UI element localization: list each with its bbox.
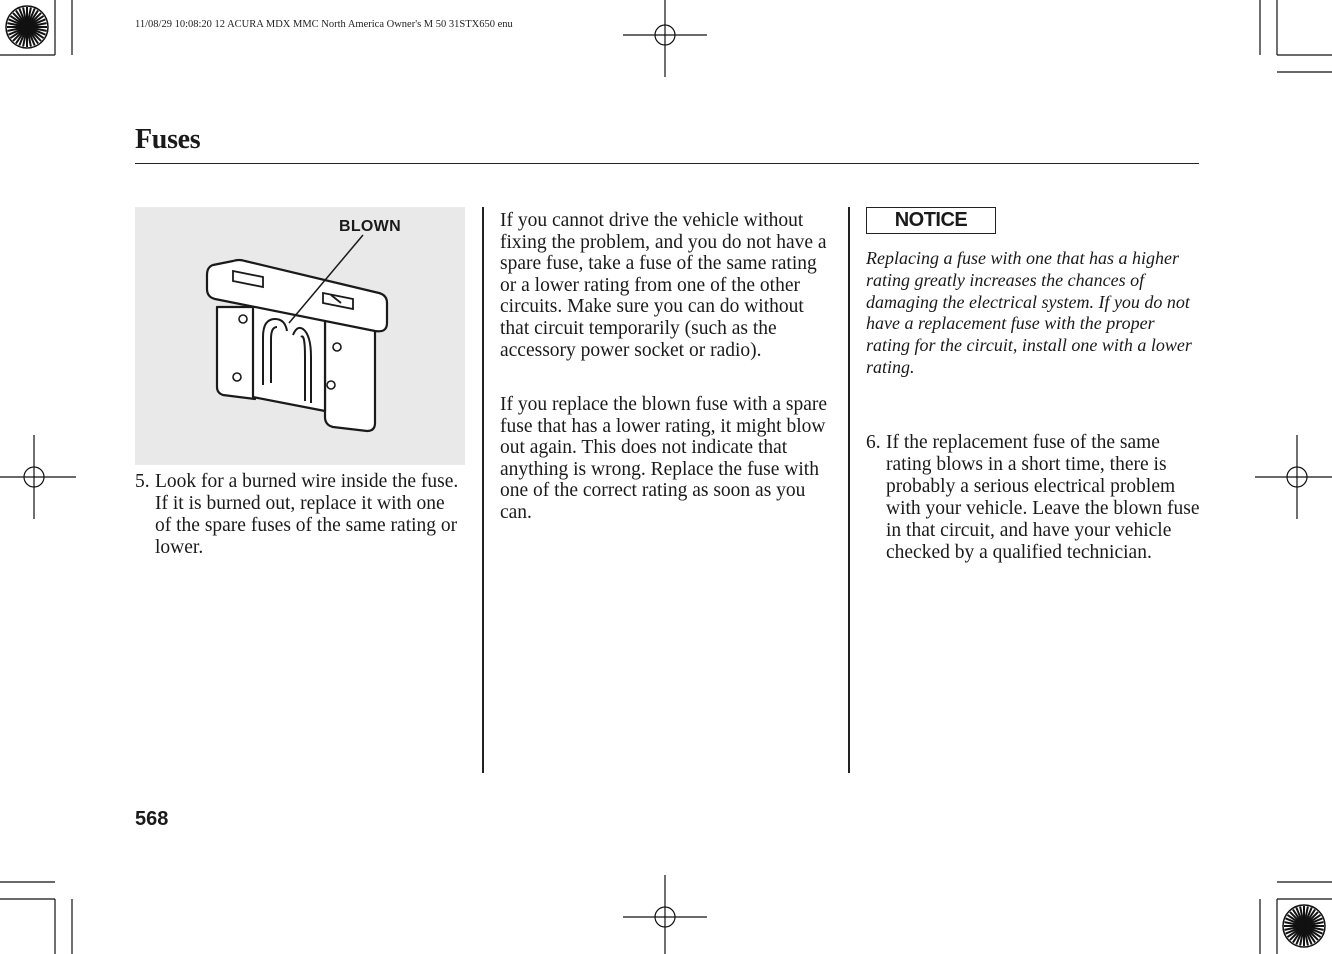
step-6-text: If the replacement fuse of the same rating blows in a short time, there is probably a serious electrical problem with your vehicle. Leave the blown fuse in that circuit, and have your vehicle checked by a qualified technician. [886,432,1200,563]
paragraph-no-spare-fuse: If you cannot drive the vehicle without fixing the problem, and you do not have a spare fuse, take a fuse of the same rating or a lower rating from one of the other circuits. Make sure you can do without that circuit temporarily (such as the accessory power socket or radio). [500,210,827,361]
notice-text: Replacing a fuse with one that has a higher rating greatly increases the chances of damaging the electrical system. If you do not have a replacement fuse with the proper rating for the circuit, install one with a lower rating. [866,248,1192,377]
crosshair-right [1255,435,1332,519]
registration-target-top-left [6,6,48,48]
crosshair-bottom [623,875,707,954]
print-metadata: 11/08/29 10:08:20 12 ACURA MDX MMC North America Owner's M 50 31STX650 enu [135,19,513,30]
crosshair-top [623,0,707,77]
crosshair-left [0,435,76,519]
step-5-text: Look for a burned wire inside the fuse. If it is burned out, replace it with one of the spare fuses of the same rating or lower. [155,471,459,558]
paragraph-lower-rating: If you replace the blown fuse with a spare fuse that has a lower rating, it might blow out again. This does not indicate that anything is wrong. Replace the fuse with one of the correct rating as soon as you can. [500,394,828,523]
notice-badge: NOTICE [866,207,996,234]
step-5-number: 5. [135,471,150,492]
step-6-number: 6. [866,432,881,453]
page-title: Fuses [135,124,201,155]
page-number: 568 [135,808,169,830]
registration-target-bottom-right [1283,905,1325,947]
blown-label: BLOWN [339,218,401,235]
